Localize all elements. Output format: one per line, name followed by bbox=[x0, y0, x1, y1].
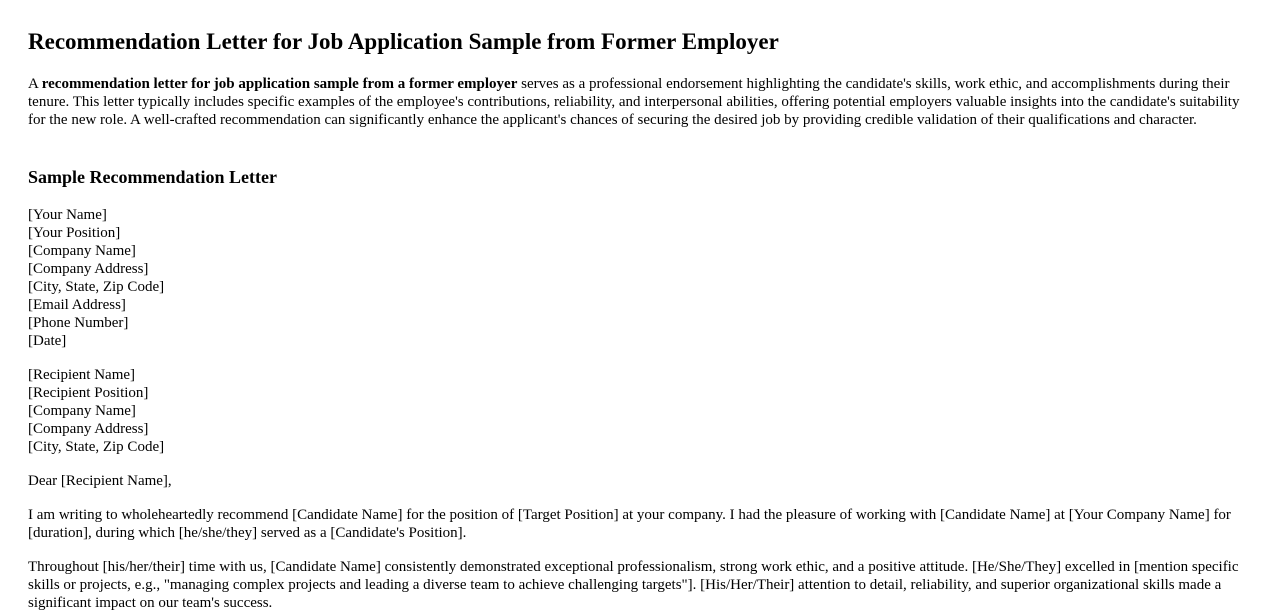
recipient-line: [Company Address] bbox=[28, 421, 149, 437]
recipient-address-block bbox=[28, 366, 164, 456]
intro-rest: serves as a professional endorsement highlighting the candidate's skills, work ethic, and accomplishments during their tenure. This letter typically includes specific examples of the employee's contributions, reliability, and interpersonal abilities, offering potential employers valuable insights into the candidate's suitability for the new role. A well-crafted recommendation can significantly enhance the applicant's chances of securing the desired job by providing credible validation of their qualifications and character. bbox=[28, 76, 1240, 128]
sender-line: [Company Name] bbox=[28, 243, 136, 259]
page-title: Recommendation Letter for Job Application Sample from Former Employer bbox=[28, 29, 779, 54]
intro-prefix: A bbox=[28, 76, 42, 92]
sender-line: [Your Position] bbox=[28, 225, 121, 241]
recipient-line: [City, State, Zip Code] bbox=[28, 439, 165, 455]
recipient-line: [Recipient Name] bbox=[28, 367, 136, 383]
sender-line: [Company Address] bbox=[28, 261, 149, 277]
sender-line: [Your Name] bbox=[28, 207, 107, 223]
sender-address-block bbox=[28, 206, 164, 350]
intro-bold-phrase: recommendation letter for job application sample from a former employer bbox=[41, 76, 518, 92]
recipient-line: [Company Name] bbox=[28, 403, 136, 419]
body-paragraph: Throughout [his/her/their] time with us, [Candidate Name] consistently demonstrated exceptional professionalism, strong work ethic, and a positive attitude. [He/She/They] excelled in [mention specific skills or projects, e.g., "managing complex projects and leading a diverse team to achieve challenging targets"]. [His/Her/Their] attention to detail, reliability, and superior organizational skills made a significant impact on our team's success. bbox=[28, 559, 1239, 611]
sender-line: [Phone Number] bbox=[28, 315, 129, 331]
sender-line: [Date] bbox=[28, 333, 67, 349]
salutation: Dear [Recipient Name], bbox=[28, 473, 172, 489]
sender-line: [Email Address] bbox=[28, 297, 126, 313]
intro-paragraph bbox=[28, 75, 1244, 129]
section-heading: Sample Recommendation Letter bbox=[28, 167, 277, 187]
body-paragraph: I am writing to wholeheartedly recommend [Candidate Name] for the position of [Target Position] at your company. I had the pleasure of working with [Candidate Name] at [Your Company Name] for [duration], during which [he/she/they] served as a [Candidate's Position]. bbox=[28, 507, 1231, 541]
recipient-line: [Recipient Position] bbox=[28, 385, 149, 401]
sender-line: [City, State, Zip Code] bbox=[28, 279, 165, 295]
